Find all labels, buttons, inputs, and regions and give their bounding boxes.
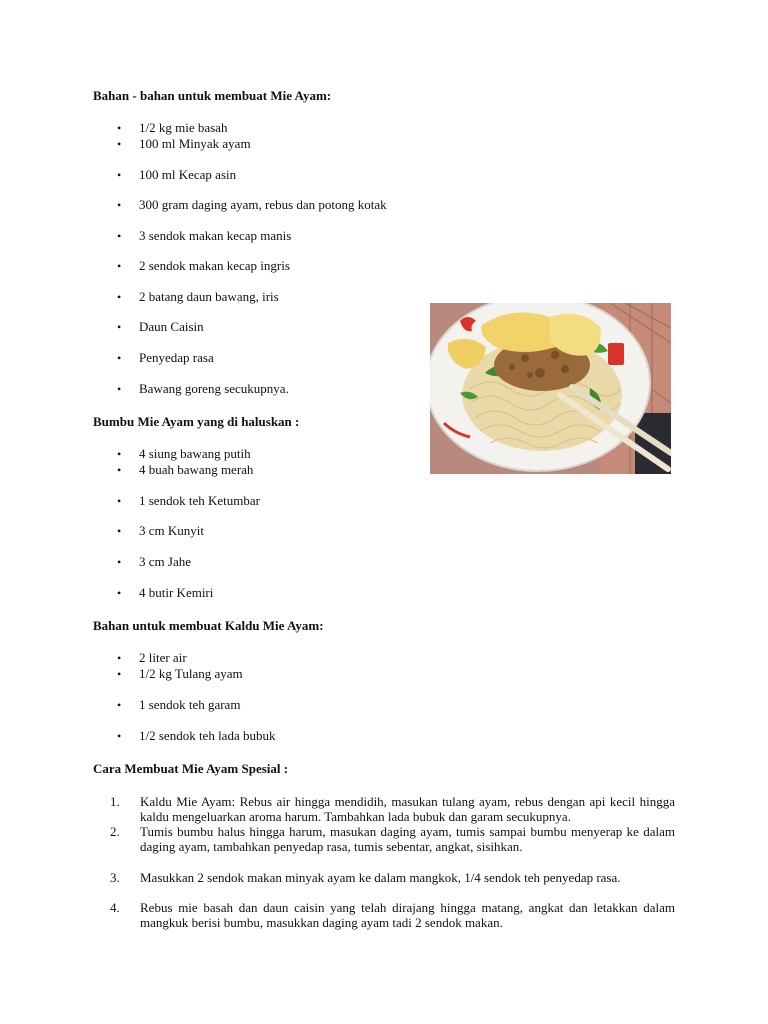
step-text: Rebus mie basah dan daun caisin yang telah dirajang hingga matang, angkat dan letakkan dalam mangkuk berisi bumbu, masukkan daging ayam tadi 2 sendok makan. [140, 900, 675, 930]
bullet-icon: • [117, 121, 122, 135]
list-item [117, 228, 291, 244]
step-item [110, 870, 675, 885]
step-number: 4. [110, 900, 120, 915]
list-item [117, 666, 243, 682]
heading-bahan: Bahan - bahan untuk membuat Mie Ayam: [93, 88, 332, 103]
list-item [117, 319, 204, 335]
list-item [117, 462, 253, 478]
step-item [110, 794, 675, 824]
list-item-text: 1/2 kg mie basah [139, 120, 228, 135]
list-item-text: 4 butir Kemiri [139, 585, 214, 600]
bullet-icon: • [117, 586, 122, 600]
bullet-icon: • [117, 168, 122, 182]
bullet-icon: • [117, 229, 122, 243]
list-item-text: 2 liter air [139, 650, 187, 665]
bullet-icon: • [117, 382, 122, 396]
mie-ayam-photo [430, 303, 671, 474]
list-item-text: 300 gram daging ayam, rebus dan potong kotak [139, 197, 387, 212]
list-item-text: Penyedap rasa [139, 350, 214, 365]
list-item-text: 100 ml Kecap asin [139, 167, 237, 182]
list-item [117, 197, 387, 213]
list-item [117, 136, 251, 152]
bullet-icon: • [117, 320, 122, 334]
list-item [117, 554, 191, 570]
bullet-icon: • [117, 524, 122, 538]
list-item [117, 523, 204, 539]
bullet-icon: • [117, 137, 122, 151]
bullet-icon: • [117, 447, 122, 461]
bullet-icon: • [117, 494, 122, 508]
step-number: 2. [110, 824, 120, 839]
bullet-icon: • [117, 290, 122, 304]
list-item-text: 3 sendok makan kecap manis [139, 228, 292, 243]
bullet-icon: • [117, 698, 122, 712]
heading-bumbu: Bumbu Mie Ayam yang di haluskan : [93, 414, 300, 429]
list-item-text: 1/2 sendok teh lada bubuk [139, 728, 276, 743]
heading-cara: Cara Membuat Mie Ayam Spesial : [93, 761, 289, 776]
list-item [117, 650, 187, 666]
list-item-text: 2 batang daun bawang, iris [139, 289, 279, 304]
list-item [117, 289, 279, 305]
step-text: Kaldu Mie Ayam: Rebus air hingga mendidih, masukan tulang ayam, rebus dengan api kecil hingga kaldu mengeluarkan aroma harum. Tambahkan lada bubuk dan garam secukupnya. [140, 794, 675, 824]
bullet-icon: • [117, 463, 122, 477]
list-item-text: 4 buah bawang merah [139, 462, 254, 477]
step-item [110, 824, 675, 854]
list-item [117, 167, 236, 183]
bullet-icon: • [117, 651, 122, 665]
list-item [117, 258, 290, 274]
bullet-icon: • [117, 259, 122, 273]
bullet-icon: • [117, 198, 122, 212]
bullet-icon: • [117, 729, 122, 743]
list-item [117, 728, 275, 744]
bullet-icon: • [117, 667, 122, 681]
list-item-text: 1/2 kg Tulang ayam [139, 666, 243, 681]
list-item-text: Daun Caisin [139, 319, 204, 334]
list-item-text: 3 cm Jahe [139, 554, 191, 569]
step-item [110, 900, 675, 930]
list-item [117, 585, 213, 601]
step-number: 1. [110, 794, 120, 809]
list-item-text: 1 sendok teh Ketumbar [139, 493, 260, 508]
list-item-text: 1 sendok teh garam [139, 697, 241, 712]
list-item [117, 381, 289, 397]
bullet-icon: • [117, 555, 122, 569]
heading-kaldu: Bahan untuk membuat Kaldu Mie Ayam: [93, 618, 324, 633]
step-text: Masukkan 2 sendok makan minyak ayam ke dalam mangkok, 1/4 sendok teh penyedap rasa. [140, 870, 621, 885]
list-item-text: 2 sendok makan kecap ingris [139, 258, 290, 273]
list-item [117, 350, 214, 366]
list-item-text: Bawang goreng secukupnya. [139, 381, 289, 396]
list-item [117, 446, 251, 462]
list-item [117, 697, 240, 713]
list-item-text: 4 siung bawang putih [139, 446, 251, 461]
step-text: Tumis bumbu halus hingga harum, masukan daging ayam, tumis sampai bumbu menyerap ke dalam daging ayam, tambahkan penyedap rasa, tumis sebentar, angkat, sisihkan. [140, 824, 675, 854]
step-number: 3. [110, 870, 120, 885]
list-item-text: 100 ml Minyak ayam [139, 136, 251, 151]
list-item [117, 493, 260, 509]
bullet-icon: • [117, 351, 122, 365]
list-item-text: 3 cm Kunyit [139, 523, 204, 538]
list-item [117, 120, 227, 136]
